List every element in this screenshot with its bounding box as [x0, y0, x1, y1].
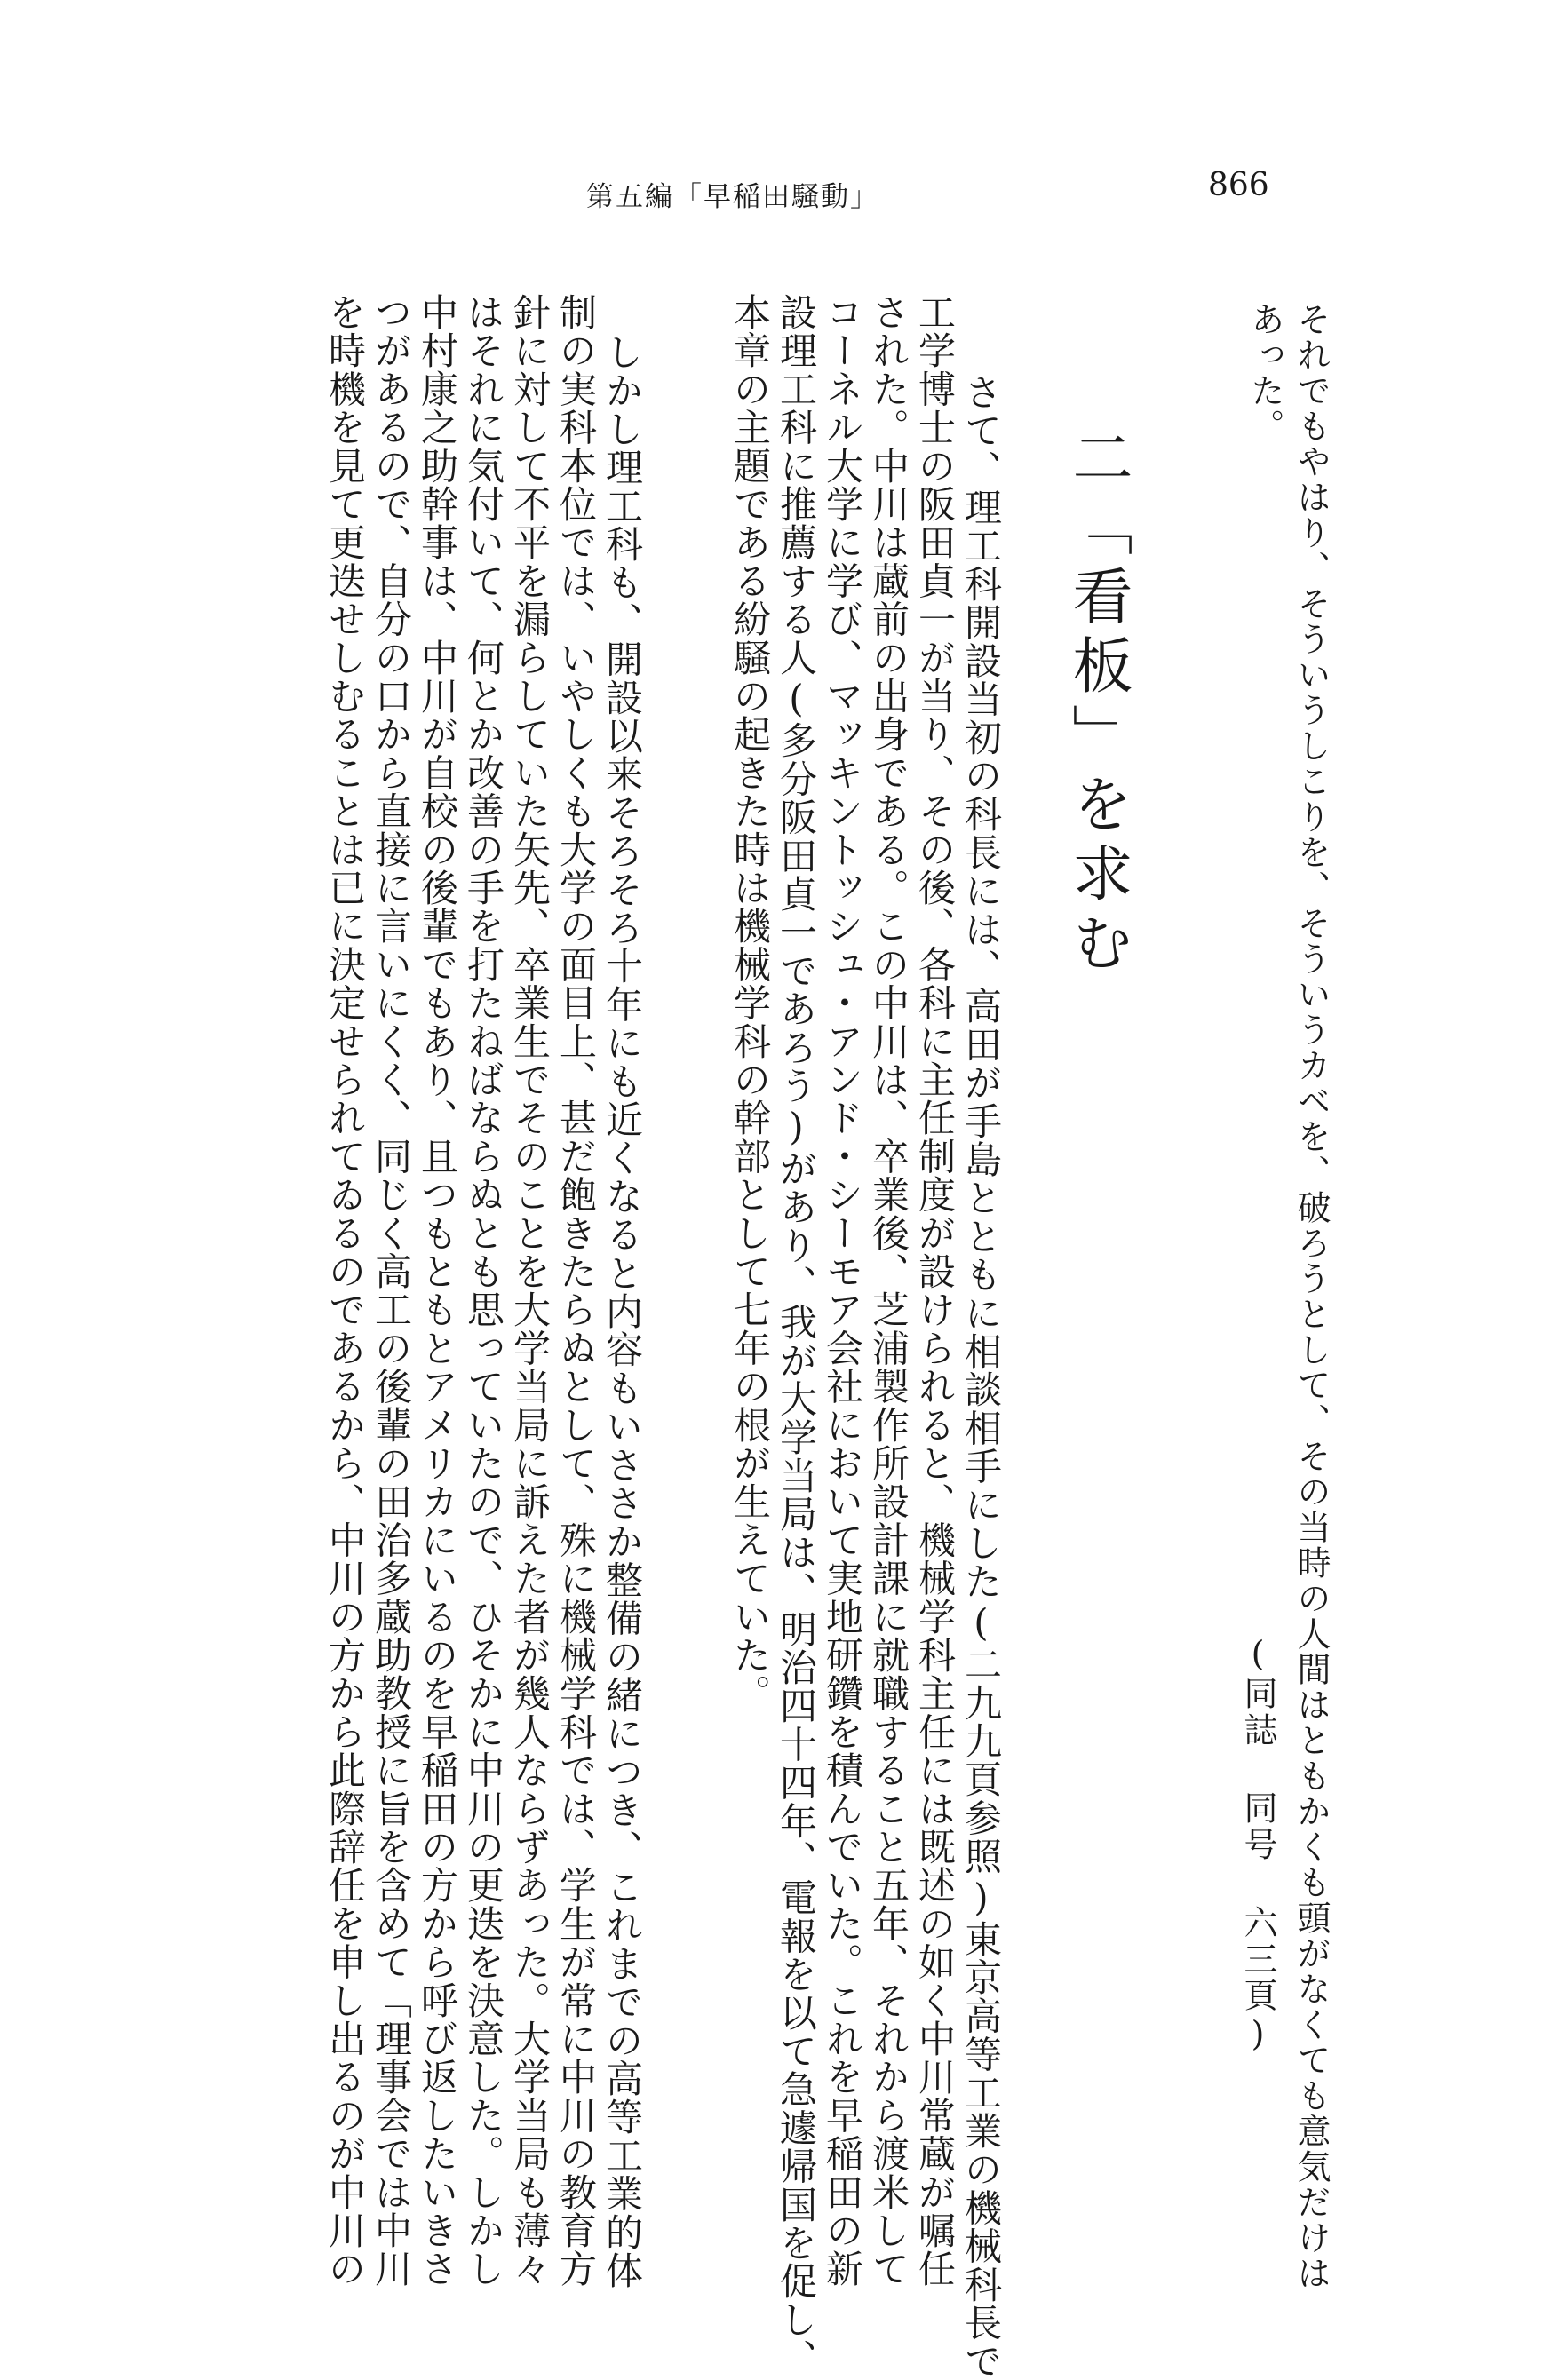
quote-citation: (同誌 同号 六三頁) [1238, 1634, 1277, 2056]
body-line: 中村康之助幹事は、中川が自校の後輩でもあり、且つもともとアメリカにいるのを早稲田の方から呼び返したいきさ [416, 293, 459, 2289]
body-line: 制の実科本位では、いやしくも大学の面目上、甚だ飽きたらぬとして、殊に機械学科では、学生が常に中川の教育方 [554, 293, 598, 2289]
body-line: さて、理工科開設当初の科長には、高田が手島とともに相談相手にした(二九九頁参照)東京高等工業の機械科長で [959, 373, 1003, 2380]
quote-line: あった。 [1245, 302, 1284, 444]
body-line: された。中川は蔵前の出身である。この中川は、卒業後、芝浦製作所設計課に就職すること五年、それから渡米して [867, 293, 910, 2289]
body-line: を時機を見て更迭せしむることは已に決定せられてゐるのであるから、中川の方から此際辞任を申し出るのが中川の [323, 293, 367, 2289]
body-line: 設理工科に推薦する人(多分阪田貞一であろう)があり、我が大学当局は、明治四十四年、電報を以て急遽帰国を促し、 [775, 293, 818, 2377]
quote-line: それでもやはり、そういうしこりを、そういうカベを、破ろうとして、その当時の人間はともかくも頭がなくても意気だけは [1292, 302, 1331, 2291]
body-line: コーネル大学に学び、マッキントッシュ・アンド・シーモア会社において実地研鑽を積んでいた。これを早稲田の新 [821, 293, 864, 2289]
body-line: 工学博士の阪田貞一が当り、その後、各科に主任制度が設けられると、機械学科主任には既述の如く中川常蔵が嘱任 [913, 293, 957, 2289]
section-heading: 二「看板」を求む [1062, 426, 1133, 980]
body-line: 本章の主題である紛騒の起きた時は機械学科の幹部として七年の根が生えていた。 [728, 293, 772, 1713]
body-line: つがあるので、自分の口から直接に言いにくく、同じく高工の後輩の田治多蔵助教授に旨を含めて「理事会では中川 [370, 293, 413, 2289]
body-line: はそれに気付いて、何とか改善の手を打たねばならぬとも思っていたので、ひそかに中川の更迭を決意した。しかし [462, 293, 505, 2289]
body-line: 針に対して不平を漏らしていた矢先、卒業生でそのことを大学当局に訴えた者が幾人ならずあった。大学当局も薄々 [508, 293, 552, 2289]
page-number: 866 [1208, 167, 1269, 203]
running-head: 第五編「早稲田騒動」 [586, 181, 879, 213]
body-line: しかし理工科も、開設以来そろそろ十年にも近くなると内容もいささか整備の緒につき、これまでの高等工業的体 [600, 333, 644, 2290]
